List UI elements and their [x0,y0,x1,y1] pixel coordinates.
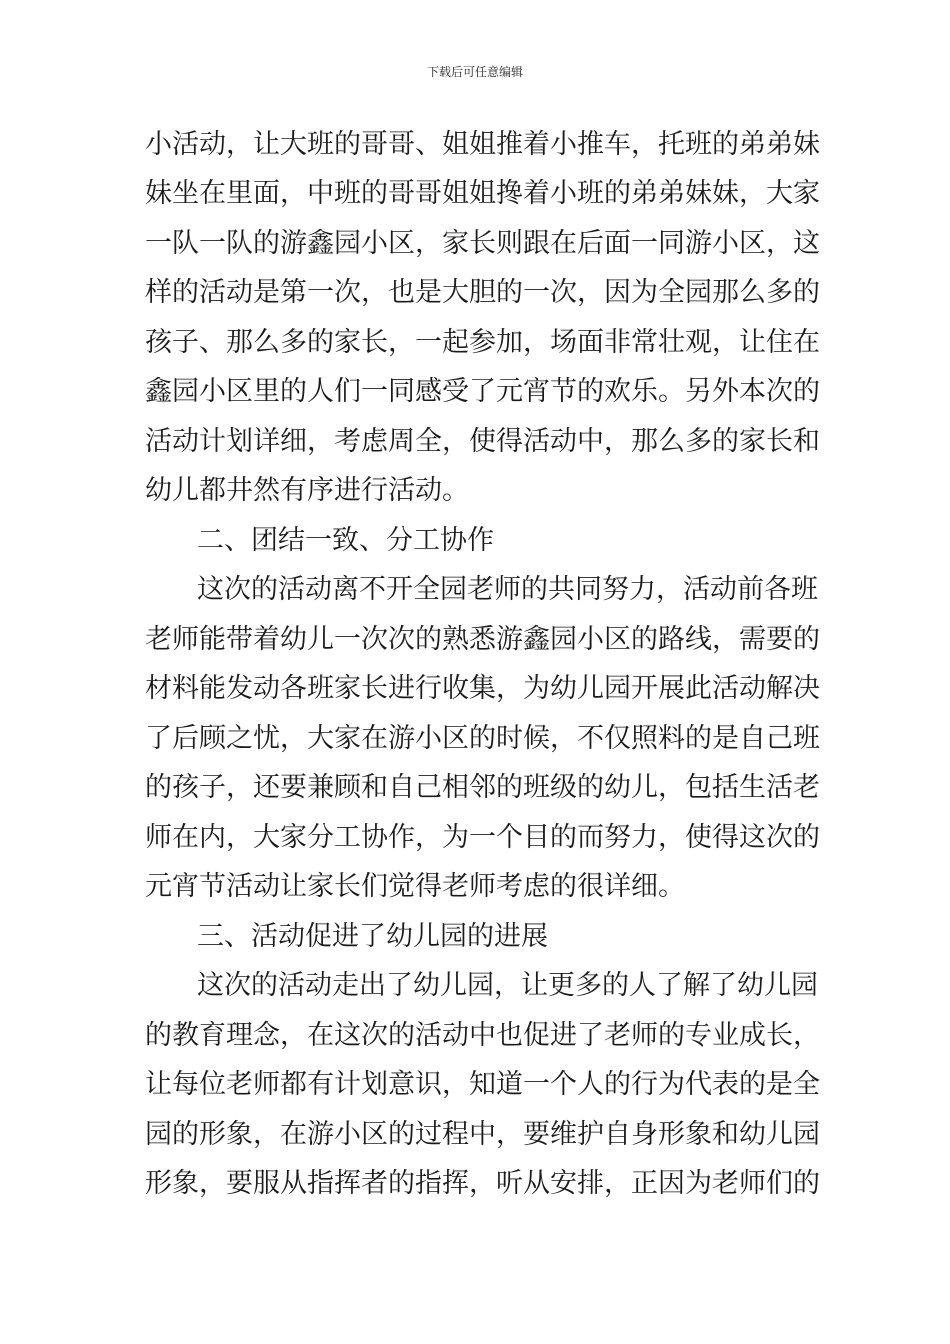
paragraph-line: 老师能带着幼儿一次次的熟悉游鑫园小区的路线，需要的 [145,624,820,655]
paragraph-line: 园的形象，在游小区的过程中，要维护自身形象和幼儿园 [145,1119,820,1150]
paragraph-line: 这次的活动离不开全园老师的共同努力，活动前各班 [197,574,818,605]
paragraph-line: 妹坐在里面，中班的哥哥姐姐搀着小班的弟弟妹妹，大家 [145,178,820,209]
paragraph-line: 小活动，让大班的哥哥、姐姐推着小推车，托班的弟弟妹 [145,129,820,160]
paragraph-line: 师在内，大家分工协作，为一个目的而努力，使得这次的 [145,822,820,853]
section-heading: 二、团结一致、分工协作 [197,525,494,556]
paragraph-line: 孩子、那么多的家长，一起参加，场面非常壮观，让住在 [145,327,820,358]
paragraph-line: 一队一队的游鑫园小区，家长则跟在后面一同游小区，这 [145,228,820,259]
paragraph-line: 让每位老师都有计划意识，知道一个人的行为代表的是全 [145,1069,820,1100]
paragraph-line: 幼儿都井然有序进行活动。 [145,475,469,506]
paragraph-line: 了后顾之忧，大家在游小区的时候，不仅照料的是自己班 [145,723,820,754]
paragraph-line: 材料能发动各班家长进行收集，为幼儿园开展此活动解决 [145,673,820,704]
section-heading: 三、活动促进了幼儿园的进展 [197,921,548,952]
paragraph-line: 样的活动是第一次，也是大胆的一次，因为全园那么多的 [145,277,820,308]
paragraph-line: 的教育理念，在这次的活动中也促进了老师的专业成长， [145,1020,820,1051]
paragraph-line: 元宵节活动让家长们觉得老师考虑的很详细。 [145,871,685,902]
paragraph-line: 形象，要服从指挥者的指挥，听从安排，正因为老师们的 [145,1168,820,1199]
page-header-note: 下载后可任意编辑 [426,65,523,79]
paragraph-line: 这次的活动走出了幼儿园，让更多的人了解了幼儿园 [197,970,818,1001]
paragraph-line: 的孩子，还要兼顾和自己相邻的班级的幼儿，包括生活老 [145,772,820,803]
paragraph-line: 活动计划详细，考虑周全，使得活动中，那么多的家长和 [145,426,820,457]
paragraph-line: 鑫园小区里的人们一同感受了元宵节的欢乐。另外本次的 [145,376,820,407]
